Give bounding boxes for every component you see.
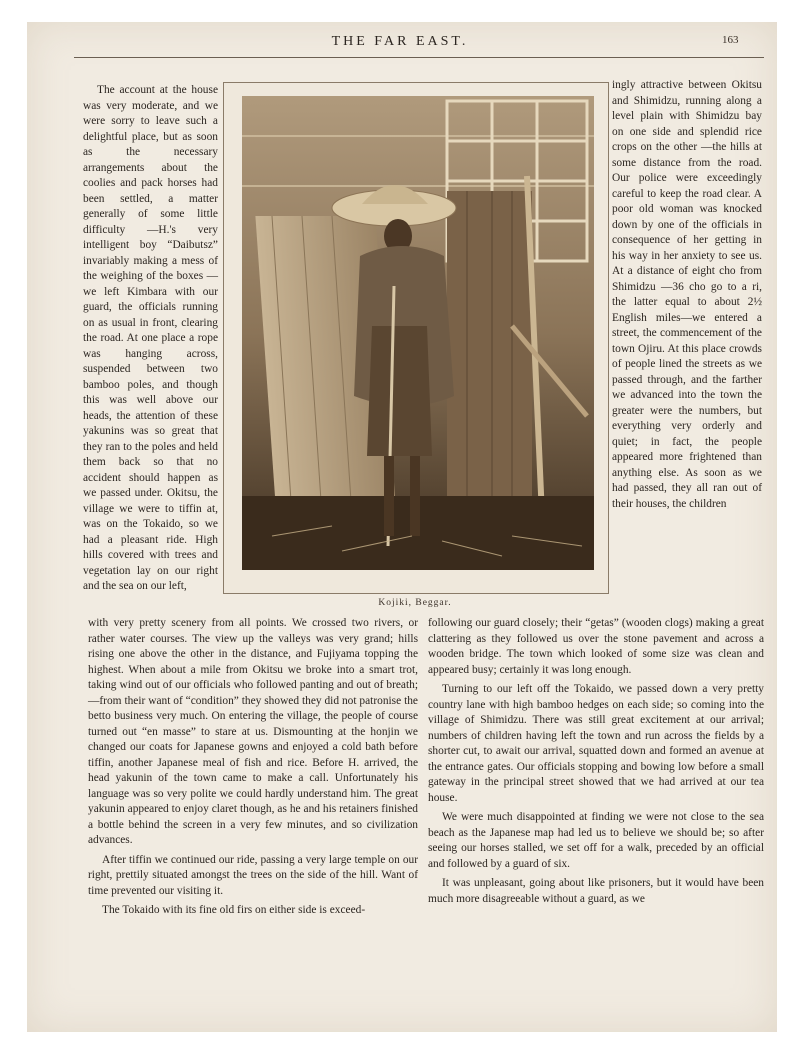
beggar-photo-illustration [242, 96, 594, 570]
paragraph: We were much disappointed at finding we were not close to the sea beach as the Japanese map had led us to believe we should be; so after seeing our horses stalled, we set off for a walk, preceded by an official and followed by a guard of six. [428, 811, 764, 870]
paragraph: The Tokaido with its fine old firs on either side is exceed- [102, 904, 366, 916]
paragraph: following our guard closely; their “getas” (wooden clogs) making a great clattering as they followed us over the stone pavement and across a wooden bridge. The town which looked of some size was clean and appeared busy; certainly it was long enough. [428, 617, 764, 676]
beggar-photograph [242, 96, 594, 570]
page-number: 163 [722, 34, 739, 46]
paragraph: with very pretty scenery from all points. We crossed two rivers, or rather water courses. The view up the valleys was very grand; hills rising one above the other in the distance, and Fujiyama topping the highest. When about a mile from Okitsu we broke into a smart trot, taking wind out of our officials who followed panting and out of breath;—from their want of “condition” they showed they did not patronise the betto business very much. On entering the village, the people of course turned out “en masse” to stare at us. Dismounting at the honjin we changed our coats for Japanese gowns and enjoyed a cold bath before tiffin, another Japanese meal of fish and rice. Before H. arrived, the head yakunin of the town came to make a call. Unfortunately his language was so very polite we could hardly understand him. The great yakunin appeared to enjoy claret though, as he and his retainers finished a bottle behind the screen in a very few minutes, and so civilization advances. [88, 617, 418, 846]
paragraph: It was unpleasant, going about like prisoners, but it would have been much more disagreeable without a guard, as we [428, 877, 764, 905]
paragraph: Turning to our left off the Tokaido, we passed down a very pretty country lane with high bamboo hedges on each side; so coming into the village of Shimidzu. There was still great excitement at our arrival; numbers of children having left the town and run across the fields by a shorter cut, to await our arrival, squatted down and formed an avenue at the entrance gates. Our officials stopping and bowing low before a small gateway in the principal street showed that we had arrived at our tea house. [428, 683, 764, 804]
header-rule [74, 57, 764, 58]
figure-caption: Kojiki, Beggar. [378, 598, 452, 608]
text-column-left [83, 83, 218, 595]
paragraph: ingly attractive between Okitsu and Shimidzu, running along a level plain with Shimidzu bay on one side and splendid rice crops on the other —the hills at some distance from the road. Our police were exceedingly careful to keep the road clear. A poor old woman was knocked down by one of the officials in consequence of her getting in his way in her anxiety to see us. At a distance of eight cho from Shimidzu —36 cho go to a ri, the latter equal to about 2½ English miles—we entered a street, the commencement of the town Ojiru. At this place crowds of people lined the streets as we passed through, and the farther we advanced into the town the greater were the numbers, but everything very orderly and quiet; in fact, the people appeared more frightened than anything else. As soon as we had passed, they all ran out of their houses, the children [612, 79, 762, 510]
paragraph: The account at the house was very moderate, and we were sorry to leave such a delightful place, but as soon as the necessary arrangements about the coolies and pack horses had been settled, a matter generally of some little difficulty —H.'s very intelligent boy “Daibutsz” invariably making a mess of the weighing of the boxes —we left Kimbara with our guard, the officials running on as usual in front, clearing the road. At one place a rope was hanging across, suspended between two bamboo poles, and though this was well above our heads, the attention of these yakunins was so great that they ran to the poles and held them back so that no accident should happen as we passed under. Okitsu, the village we were to tiffin at, was on the Tokaido, so we had a pleasant ride. High hills covered with trees and vegetation lay on our right and the sea on our left, [83, 84, 218, 592]
text-column-bottom-left [88, 616, 418, 919]
paragraph: After tiffin we continued our ride, passing a very large temple on our right, prettily situated amongst the trees on the side of the hill. Want of time prevented our visiting it. [88, 853, 418, 897]
text-column-bottom-right [428, 616, 764, 907]
running-header-title: THE FAR EAST. [331, 34, 469, 49]
text-column-right [612, 78, 762, 512]
